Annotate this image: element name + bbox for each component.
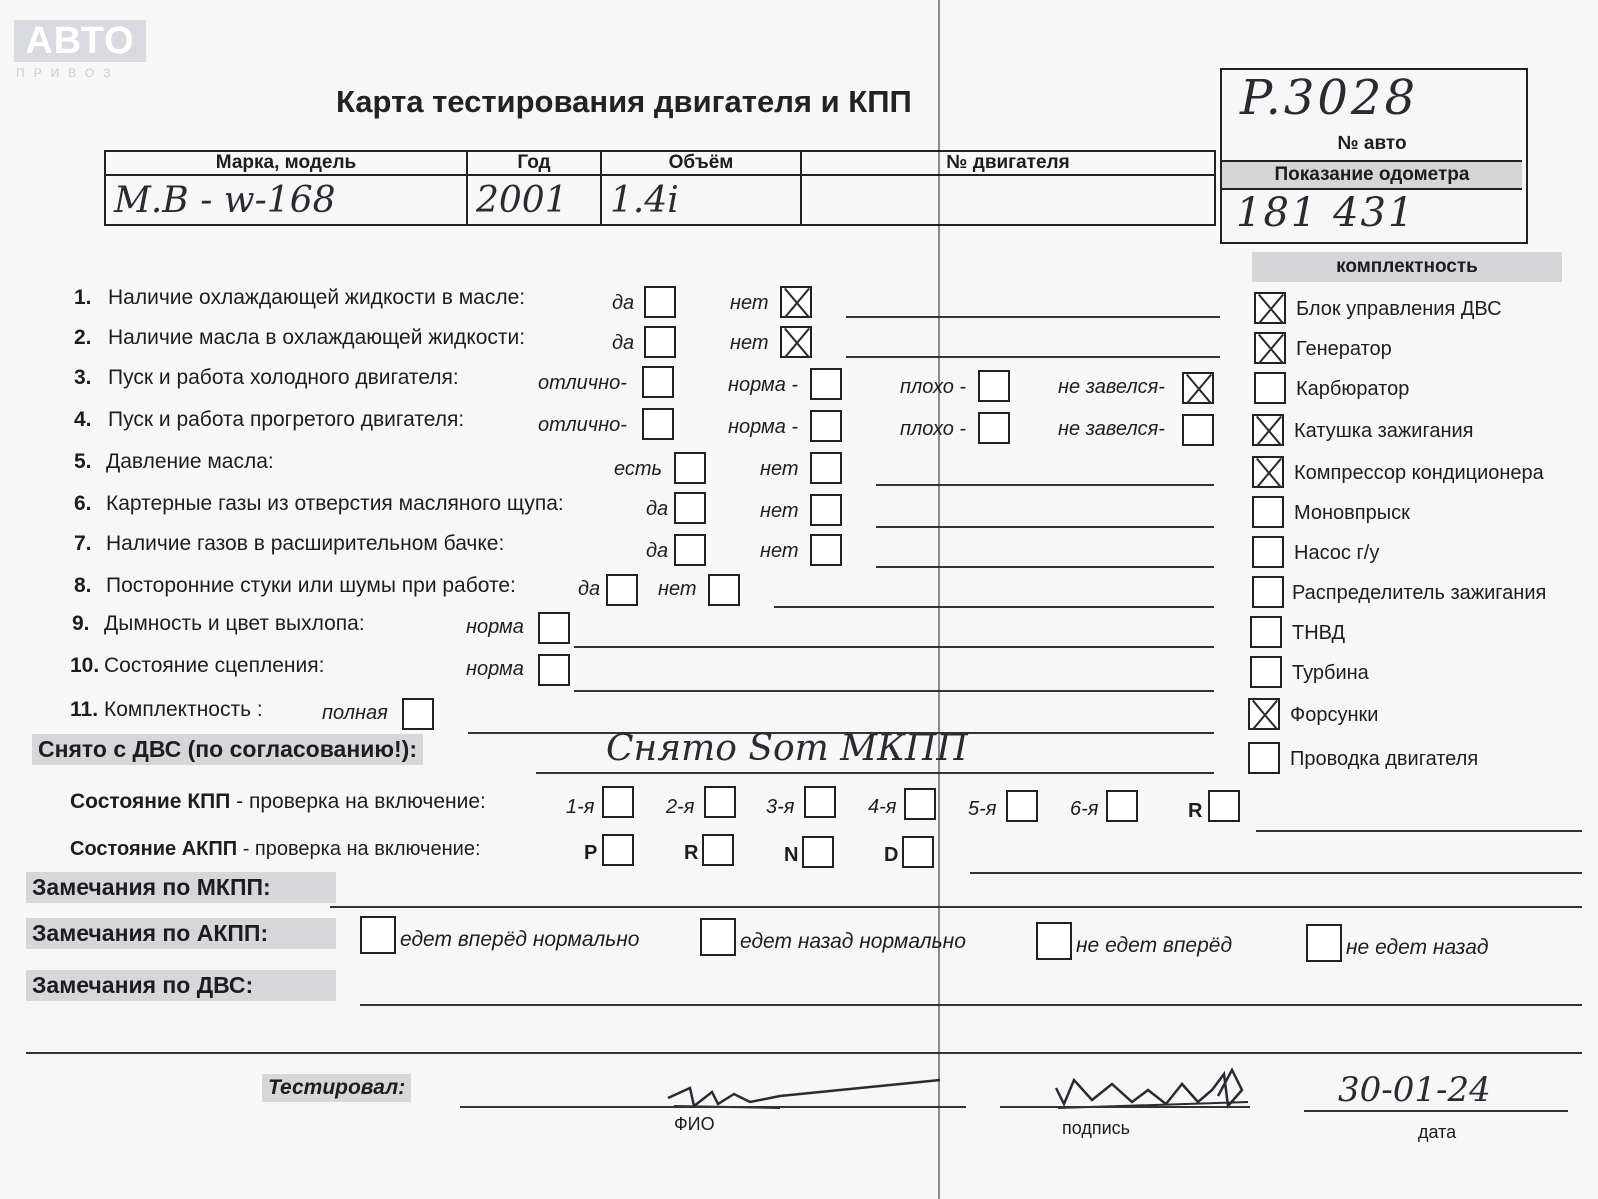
kpp-gear-2-checkbox[interactable] xyxy=(704,786,736,818)
q4-bad-checkbox[interactable] xyxy=(978,412,1010,444)
q5-line xyxy=(876,484,1214,486)
kompl-checkbox-4[interactable] xyxy=(1252,414,1284,446)
q1-text: Наличие охлаждающей жидкости в масле: xyxy=(108,286,526,309)
q3-nostart-checkbox[interactable] xyxy=(1182,372,1214,404)
kompl-item-11: Форсунки xyxy=(1290,704,1379,726)
akpp-label-rest: - проверка на включение: xyxy=(237,838,481,860)
reg-number: P.3028 xyxy=(1240,70,1418,126)
kompl-checkbox-5[interactable] xyxy=(1252,456,1284,488)
kpp-gear-5-checkbox[interactable] xyxy=(1006,790,1038,822)
q5-number: 5. xyxy=(74,450,92,473)
kompl-item-7: Насос г/у xyxy=(1294,542,1380,564)
q2-number: 2. xyxy=(74,326,92,349)
q1-no-checkbox[interactable] xyxy=(780,286,812,318)
kompl-checkbox-12[interactable] xyxy=(1248,742,1280,774)
kpp-gear-6-checkbox[interactable] xyxy=(1106,790,1138,822)
kompl-checkbox-2[interactable] xyxy=(1254,332,1286,364)
q9-text: Дымность и цвет выхлопа: xyxy=(104,612,365,635)
label-engine-no: № двигателя xyxy=(801,151,1215,175)
q4-opt-excellent: отлично- xyxy=(538,414,627,436)
kompl-item-8: Распределитель зажигания xyxy=(1292,582,1547,604)
kompl-checkbox-11[interactable] xyxy=(1248,698,1280,730)
kompl-item-9: ТНВД xyxy=(1292,622,1346,644)
q4-excellent-checkbox[interactable] xyxy=(642,408,674,440)
q3-excellent-checkbox[interactable] xyxy=(642,366,674,398)
q11-text: Комплектность : xyxy=(104,698,263,721)
kpp-gear-6: 6-я xyxy=(1070,798,1099,820)
q8-line xyxy=(774,606,1214,608)
kompl-item-2: Генератор xyxy=(1296,338,1392,360)
q10-line xyxy=(574,690,1214,692)
q8-opt-no: нет xyxy=(658,578,697,600)
akpp-gear-p: P xyxy=(584,842,598,864)
kompl-item-1: Блок управления ДВС xyxy=(1296,298,1502,320)
value-engine-no xyxy=(801,175,1215,225)
akpp-no-back-checkbox[interactable] xyxy=(1306,924,1342,962)
akpp-forward-ok-checkbox[interactable] xyxy=(360,916,396,954)
q3-text: Пуск и работа холодного двигателя: xyxy=(108,366,459,389)
q6-opt-no: нет xyxy=(760,500,799,522)
value-year: 2001 xyxy=(467,175,601,225)
page-title: Карта тестирования двигателя и КПП xyxy=(336,84,912,119)
akpp-gear-n: N xyxy=(784,844,799,866)
akpp-back-ok: едет назад нормально xyxy=(740,930,966,953)
kpp-gear-2: 2-я xyxy=(666,796,695,818)
kpp-label xyxy=(70,790,486,814)
fio-line xyxy=(460,1106,966,1108)
q7-opt-no: нет xyxy=(760,540,799,562)
logo-subtitle: ПРИВОЗ xyxy=(16,66,120,80)
kpp-gear-1-checkbox[interactable] xyxy=(602,786,634,818)
akpp-gear-n-checkbox[interactable] xyxy=(802,836,834,868)
sign-label: подпись xyxy=(1062,1118,1131,1138)
q6-number: 6. xyxy=(74,492,92,515)
kpp-label-bold: Состояние КПП xyxy=(70,790,231,813)
akpp-gear-d: D xyxy=(884,844,899,866)
kompl-checkbox-7[interactable] xyxy=(1252,536,1284,568)
kompl-header: комплектность xyxy=(1252,252,1562,282)
remarks-extra-line xyxy=(26,1052,1582,1054)
q4-opt-bad: плохо - xyxy=(900,418,967,440)
remarks-dvs-line xyxy=(360,1004,1582,1006)
q3-opt-normal: норма - xyxy=(728,374,799,396)
kompl-checkbox-3[interactable] xyxy=(1254,372,1286,404)
kompl-checkbox-6[interactable] xyxy=(1252,496,1284,528)
q1-opt-no: нет xyxy=(730,292,769,314)
q4-nostart-checkbox[interactable] xyxy=(1182,414,1214,446)
q7-line xyxy=(876,566,1214,568)
kompl-item-3: Карбюратор xyxy=(1296,378,1410,400)
q11-full-checkbox[interactable] xyxy=(402,698,434,730)
kompl-item-12: Проводка двигателя xyxy=(1290,748,1479,770)
q2-line xyxy=(846,356,1220,358)
akpp-label-bold: Состояние АКПП xyxy=(70,838,238,860)
odometer-label: Показание одометра xyxy=(1222,160,1522,190)
label-year: Год xyxy=(467,151,601,175)
q10-opt-normal: норма xyxy=(466,658,524,680)
q3-normal-checkbox[interactable] xyxy=(810,368,842,400)
q8-number: 8. xyxy=(74,574,92,597)
sign-line xyxy=(1000,1106,1250,1108)
date-line xyxy=(1304,1110,1568,1112)
q3-number: 3. xyxy=(74,366,92,389)
remarks-akpp-label: Замечания по АКПП: xyxy=(26,918,336,949)
akpp-forward-ok: едет вперёд нормально xyxy=(400,928,640,951)
q8-yes-checkbox[interactable] xyxy=(606,574,638,606)
q2-opt-yes: да xyxy=(612,332,635,354)
q3-bad-checkbox[interactable] xyxy=(978,370,1010,402)
akpp-label xyxy=(70,838,481,861)
kpp-line xyxy=(1256,830,1582,832)
q1-yes-checkbox[interactable] xyxy=(644,286,676,318)
label-volume: Объём xyxy=(601,151,801,175)
q9-opt-normal: норма xyxy=(466,616,524,638)
q4-normal-checkbox[interactable] xyxy=(810,410,842,442)
kpp-gear-5: 5-я xyxy=(968,798,997,820)
q10-number: 10. xyxy=(70,654,100,677)
remarks-mkpp-label: Замечания по МКПП: xyxy=(26,872,336,903)
akpp-gear-p-checkbox[interactable] xyxy=(602,834,634,866)
q6-no-checkbox[interactable] xyxy=(810,494,842,526)
q6-opt-yes: да xyxy=(646,498,669,520)
q4-text: Пуск и работа прогретого двигателя: xyxy=(108,408,465,431)
akpp-no-forward-checkbox[interactable] xyxy=(1036,922,1072,960)
q7-yes-checkbox[interactable] xyxy=(674,534,706,566)
q2-yes-checkbox[interactable] xyxy=(644,326,676,358)
q9-line xyxy=(574,646,1214,648)
q9-normal-checkbox[interactable] xyxy=(538,612,570,644)
q5-no-checkbox[interactable] xyxy=(810,452,842,484)
q10-normal-checkbox[interactable] xyxy=(538,654,570,686)
q1-opt-yes: да xyxy=(612,292,635,314)
removed-value: Снято Sот МКПП xyxy=(606,728,968,769)
q5-text: Давление масла: xyxy=(106,450,274,473)
logo: АВТО xyxy=(14,20,146,62)
akpp-gear-d-checkbox[interactable] xyxy=(902,836,934,868)
q2-text: Наличие масла в охлаждающей жидкости: xyxy=(108,326,526,349)
q3-opt-nostart: не завелся- xyxy=(1058,376,1165,398)
q11-number: 11. xyxy=(70,698,99,721)
odometer-value: 181 431 xyxy=(1236,190,1416,236)
label-make-model: Марка, модель xyxy=(105,151,467,175)
header-table xyxy=(104,150,1216,226)
kpp-gear-3: 3-я xyxy=(766,796,795,818)
q3-opt-excellent: отлично- xyxy=(538,372,627,394)
value-volume: 1.4i xyxy=(601,175,801,225)
reg-label: № авто xyxy=(1337,133,1407,154)
date-label: дата xyxy=(1418,1122,1457,1142)
kompl-checkbox-8[interactable] xyxy=(1252,576,1284,608)
q2-opt-no: нет xyxy=(730,332,769,354)
q2-no-checkbox[interactable] xyxy=(780,326,812,358)
akpp-line xyxy=(970,872,1582,874)
q10-text: Состояние сцепления: xyxy=(104,654,325,677)
q3-opt-bad: плохо - xyxy=(900,376,967,398)
kpp-gear-4: 4-я xyxy=(868,796,897,818)
q4-opt-normal: норма - xyxy=(728,416,799,438)
kompl-item-5: Компрессор кондиционера xyxy=(1294,462,1544,484)
fio-handwriting xyxy=(660,1076,960,1116)
q7-number: 7. xyxy=(74,532,92,555)
signature xyxy=(1052,1060,1252,1120)
q1-number: 1. xyxy=(74,286,92,309)
q6-text: Картерные газы из отверстия масляного щупа: xyxy=(106,492,564,515)
kpp-label-rest: - проверка на включение: xyxy=(230,790,486,813)
q8-no-checkbox[interactable] xyxy=(708,574,740,606)
q5-yes-checkbox[interactable] xyxy=(674,452,706,484)
q11-opt-full: полная xyxy=(322,702,388,724)
kompl-item-6: Моновпрыск xyxy=(1294,502,1410,524)
q1-line xyxy=(846,316,1220,318)
tested-label: Тестировал: xyxy=(262,1074,411,1102)
kpp-gear-1: 1-я xyxy=(566,796,595,818)
q6-line xyxy=(876,526,1214,528)
kpp-gear-3-checkbox[interactable] xyxy=(804,786,836,818)
akpp-no-forward: не едет вперёд xyxy=(1076,934,1233,957)
kompl-item-4: Катушка зажигания xyxy=(1294,420,1474,442)
q4-opt-nostart: не завелся- xyxy=(1058,418,1165,440)
remarks-mkpp-line xyxy=(330,906,1582,908)
kpp-gear-r-checkbox[interactable] xyxy=(1208,790,1240,822)
kompl-checkbox-1[interactable] xyxy=(1254,292,1286,324)
kpp-gear-4-checkbox[interactable] xyxy=(904,788,936,820)
removed-line xyxy=(536,772,1214,774)
q4-number: 4. xyxy=(74,408,92,431)
akpp-gear-r-checkbox[interactable] xyxy=(702,834,734,866)
q9-number: 9. xyxy=(72,612,90,635)
q7-text: Наличие газов в расширительном бачке: xyxy=(106,532,505,555)
kompl-checkbox-10[interactable] xyxy=(1250,656,1282,688)
removed-label: Снято с ДВС (по согласованию!): xyxy=(32,734,423,765)
q8-opt-yes: да xyxy=(578,578,601,600)
date-value: 30-01-24 xyxy=(1338,1070,1491,1110)
kpp-gear-r: R xyxy=(1188,800,1203,822)
kompl-item-10: Турбина xyxy=(1292,662,1369,684)
remarks-dvs-label: Замечания по ДВС: xyxy=(26,970,336,1001)
q5-opt-no: нет xyxy=(760,458,799,480)
q5-opt-yes: есть xyxy=(614,458,663,480)
akpp-back-ok-checkbox[interactable] xyxy=(700,918,736,956)
kompl-checkbox-9[interactable] xyxy=(1250,616,1282,648)
fio-label: ФИО xyxy=(674,1114,715,1134)
q6-yes-checkbox[interactable] xyxy=(674,492,706,524)
q7-opt-yes: да xyxy=(646,540,669,562)
value-make-model: M.B - w-168 xyxy=(105,175,467,225)
akpp-gear-r: R xyxy=(684,842,699,864)
q8-text: Посторонние стуки или шумы при работе: xyxy=(106,574,516,597)
akpp-no-back: не едет назад xyxy=(1346,936,1489,959)
q7-no-checkbox[interactable] xyxy=(810,534,842,566)
